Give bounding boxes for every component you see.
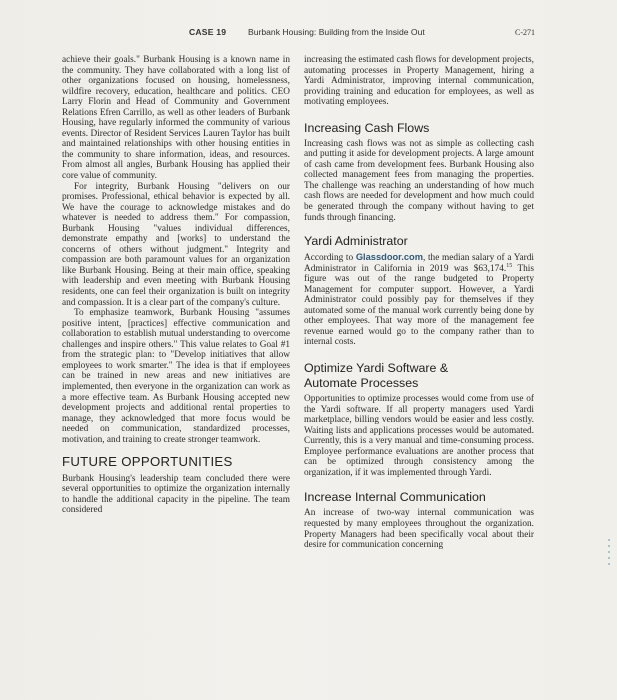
right-column xyxy=(304,55,534,551)
right-paragraph-communication: An increase of two-way internal communication was requested by many employees throughout the organization. Property Managers had been specifically vocal about their desire for communication concerning xyxy=(304,508,534,551)
case-title: Burbank Housing: Building from the Inside Out xyxy=(248,27,425,37)
page-number: C-271 xyxy=(515,28,535,37)
yardi-administrator-heading: Yardi Administrator xyxy=(304,234,408,249)
optimize-yardi-heading: Optimize Yardi Software & Automate Processes xyxy=(304,361,449,391)
edge-marks xyxy=(605,535,613,565)
right-paragraph-yardi: According to Glassdoor.com, the median salary of a Yardi Administrator in California in 2019 was $63,174.15 This figure was out of the range budgeted to Property Management for computer support. However, a Yardi Administrator could possibly pay for themselves if they automated some of the manual work currently being done by other employees. That way more of the management fee revenue earned would go to the company rather than to internal costs. xyxy=(304,252,534,348)
footnote-15: 15 xyxy=(506,262,513,269)
right-paragraph-intro: increasing the estimated cash flows for development projects, automating processes in Property Management, hiring a Yardi Administrator, improving internal communication, providing training and education for employees, as well as motivating employees. xyxy=(304,55,534,108)
glassdoor-link[interactable]: Glassdoor.com xyxy=(355,252,423,263)
increasing-cash-flows-heading: Increasing Cash Flows xyxy=(304,120,430,135)
left-paragraph-integrity: For integrity, Burbank Housing "delivers on our promises. Professional, ethical behavior is expected by all. We have the courage to acknowledge mistakes and do whatever is needed to address them." For compassion, Burbank Housing "values individual differences, demonstrate empathy and [works] to understand the concerns of others without judgment." Integrity and compassion are both paramount values for an organization like Burbank Housing. Being at their main office, speaking with leadership and even meeting with Burbank Housing residents, one can feel their organization is built on integrity and compassion. It is a clear part of the company's culture. xyxy=(62,181,290,308)
left-paragraph-teamwork: To emphasize teamwork, Burbank Housing "assumes positive intent, [practices] effective communication and collaboration to establish mutual understanding to overcome challenges and inspire others." This value relates to Goal #1 from the strategic plan: to "Develop initiatives that allow employees to work smarter." The idea is that if employees can be trained in new areas and new initiatives are implemented, then everyone in the organization can work as a more effective team. As Burbank Housing accepted new development projects and additional rental properties to manage, they acknowledged that more focus would be needed on communication, standardized processes, motivation, and training to create stronger teamwork. xyxy=(62,308,290,445)
case-label: CASE 19 xyxy=(189,27,227,37)
left-paragraph-community: achieve their goals." Burbank Housing is a known name in the community. They have collaborated with a long list of other organizations focused on housing, homelessness, wildfire recovery, education, healthcare and politics. CEO Larry Florin and Head of Community and Government Relations Efren Carrillo, as well as other leaders of Burbank Housing, have regularly informed the community of various events. Director of Resident Services Lauren Taylor has built and maintained relationships with other housing entities in the community to share information, ideas, and resources. From almost all angles, Burbank Housing has applied their core value of community. xyxy=(62,55,290,182)
left-column xyxy=(62,55,290,516)
future-opportunities-heading: FUTURE OPPORTUNITIES xyxy=(62,454,233,470)
internal-communication-heading: Increase Internal Communication xyxy=(304,490,486,505)
right-paragraph-cash-flows: Increasing cash flows was not as simple as collecting cash and putting it aside for development projects. A large amount of cash came from development fees. Burbank Housing also collected management fees from managing the properties. The challenge was reaching an understanding of how much cash flows are needed for development and how much could be generated through the company without having to get funds through financing. xyxy=(304,138,534,223)
left-paragraph-future: Burbank Housing's leadership team concluded there were several opportunities to optimize the organization internally to handle the additional capacity in the pipeline. The team considered xyxy=(62,473,290,516)
right-paragraph-optimize: Opportunities to optimize processes would come from use of the Yardi software. If all property managers used Yardi marketplace, billing vendors would be easier and less costly. Waiting lists and applications processes would be automated. Currently, this is a very manual and time-consuming process. Employee performance evaluations are another process that can be optimized through consistency among the organization, if it was implemented through Yardi. xyxy=(304,394,534,478)
running-header xyxy=(0,27,617,41)
